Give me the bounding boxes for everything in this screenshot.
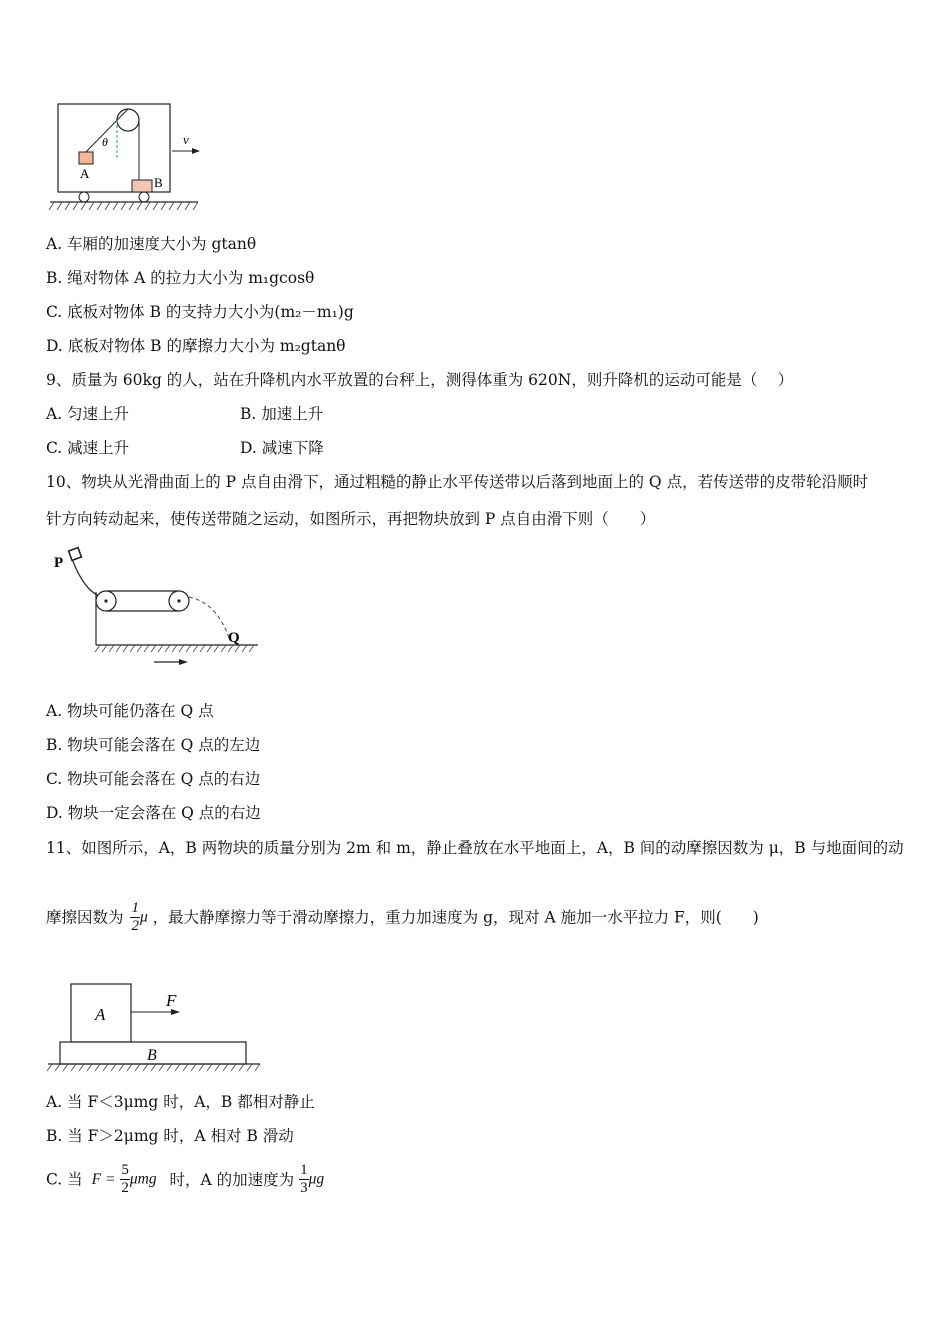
q9-option-c: C. 减速上升 [46, 439, 130, 457]
block-b-label: B [147, 1047, 157, 1064]
q9-stem: 9、质量为 60kg 的人，站在升降机内水平放置的台秤上，测得体重为 620N，则升降机的运动可能是（ ） [46, 371, 794, 389]
label-p: P [54, 555, 64, 571]
label-v: v [183, 132, 189, 147]
q11-mu: μ [139, 908, 148, 926]
q11-c-mid: 时，A 的加速度为 [169, 1170, 295, 1189]
label-theta: θ [102, 135, 108, 149]
q11-c-mug: μg [308, 1170, 325, 1188]
q11-half-fraction [130, 900, 140, 935]
fraction-denominator: 3 [300, 1180, 308, 1196]
q11-stem-line2 [46, 900, 759, 935]
q11-c-fraction-1-3 [299, 1162, 309, 1197]
label-a: A [80, 166, 90, 181]
q8-option-d: D. 底板对物体 B 的摩擦力大小为 m₂gtanθ [46, 337, 346, 355]
fraction-numerator: 1 [131, 900, 139, 916]
figure-stacked-blocks [46, 980, 266, 1075]
q10-option-c: C. 物块可能会落在 Q 点的右边 [46, 770, 261, 788]
fraction-denominator: 2 [131, 918, 139, 934]
q11-c-mumg: μmg [129, 1170, 157, 1188]
q10-option-a: A. 物块可能仍落在 Q 点 [46, 702, 214, 720]
q10-option-d: D. 物块一定会落在 Q 点的右边 [46, 804, 261, 822]
fraction-denominator: 2 [121, 1180, 129, 1196]
block-a-label: A [95, 1005, 106, 1024]
q11-c-fraction-5-2 [120, 1162, 130, 1197]
q9-option-b: B. 加速上升 [240, 405, 324, 423]
fraction-numerator: 5 [121, 1162, 129, 1178]
figure-car-pulley [46, 96, 216, 216]
q11-stem-line1: 11、如图所示，A，B 两物块的质量分别为 2m 和 m，静止叠放在水平地面上，A，B 间的动摩擦因数为 μ，B 与地面间的动 [46, 839, 904, 857]
label-b: B [154, 175, 163, 190]
q10-option-b: B. 物块可能会落在 Q 点的左边 [46, 736, 261, 754]
q9-option-a: A. 匀速上升 [46, 405, 130, 423]
figure-conveyor [46, 545, 266, 675]
q10-stem-line1: 10、物块从光滑曲面上的 P 点自由滑下，通过粗糙的静止水平传送带以后落到地面上的 Q 点，若传送带的皮带轮沿顺时 [46, 473, 869, 491]
q11-option-a: A. 当 F＜3μmg 时，A，B 都相对静止 [46, 1093, 315, 1111]
fraction-numerator: 1 [300, 1162, 308, 1178]
q8-option-c: C. 底板对物体 B 的支持力大小为(m₂－m₁)g [46, 303, 354, 321]
q11-option-b: B. 当 F＞2μmg 时，A 相对 B 滑动 [46, 1127, 294, 1145]
q9-option-d: D. 减速下降 [240, 439, 324, 457]
q11-c-f-equals: F = [91, 1170, 116, 1188]
q10-stem-line2: 针方向转动起来，使传送带随之运动，如图所示，再把物块放到 P 点自由滑下则（ ） [46, 510, 656, 528]
label-q: Q [228, 630, 240, 646]
q11-c-pre: C. 当 [46, 1170, 83, 1189]
q8-option-b: B. 绳对物体 A 的拉力大小为 m₁gcosθ [46, 269, 315, 287]
q11-option-c [46, 1162, 324, 1197]
q11-stem-line2-pre: 摩擦因数为 [46, 908, 124, 927]
force-f-label: F [166, 991, 177, 1010]
q11-stem-line2-post: ，最大静摩擦力等于滑动摩擦力，重力加速度为 g，现对 A 施加一水平拉力 F，则( ) [152, 908, 759, 927]
q8-option-a: A. 车厢的加速度大小为 gtanθ [46, 235, 257, 253]
